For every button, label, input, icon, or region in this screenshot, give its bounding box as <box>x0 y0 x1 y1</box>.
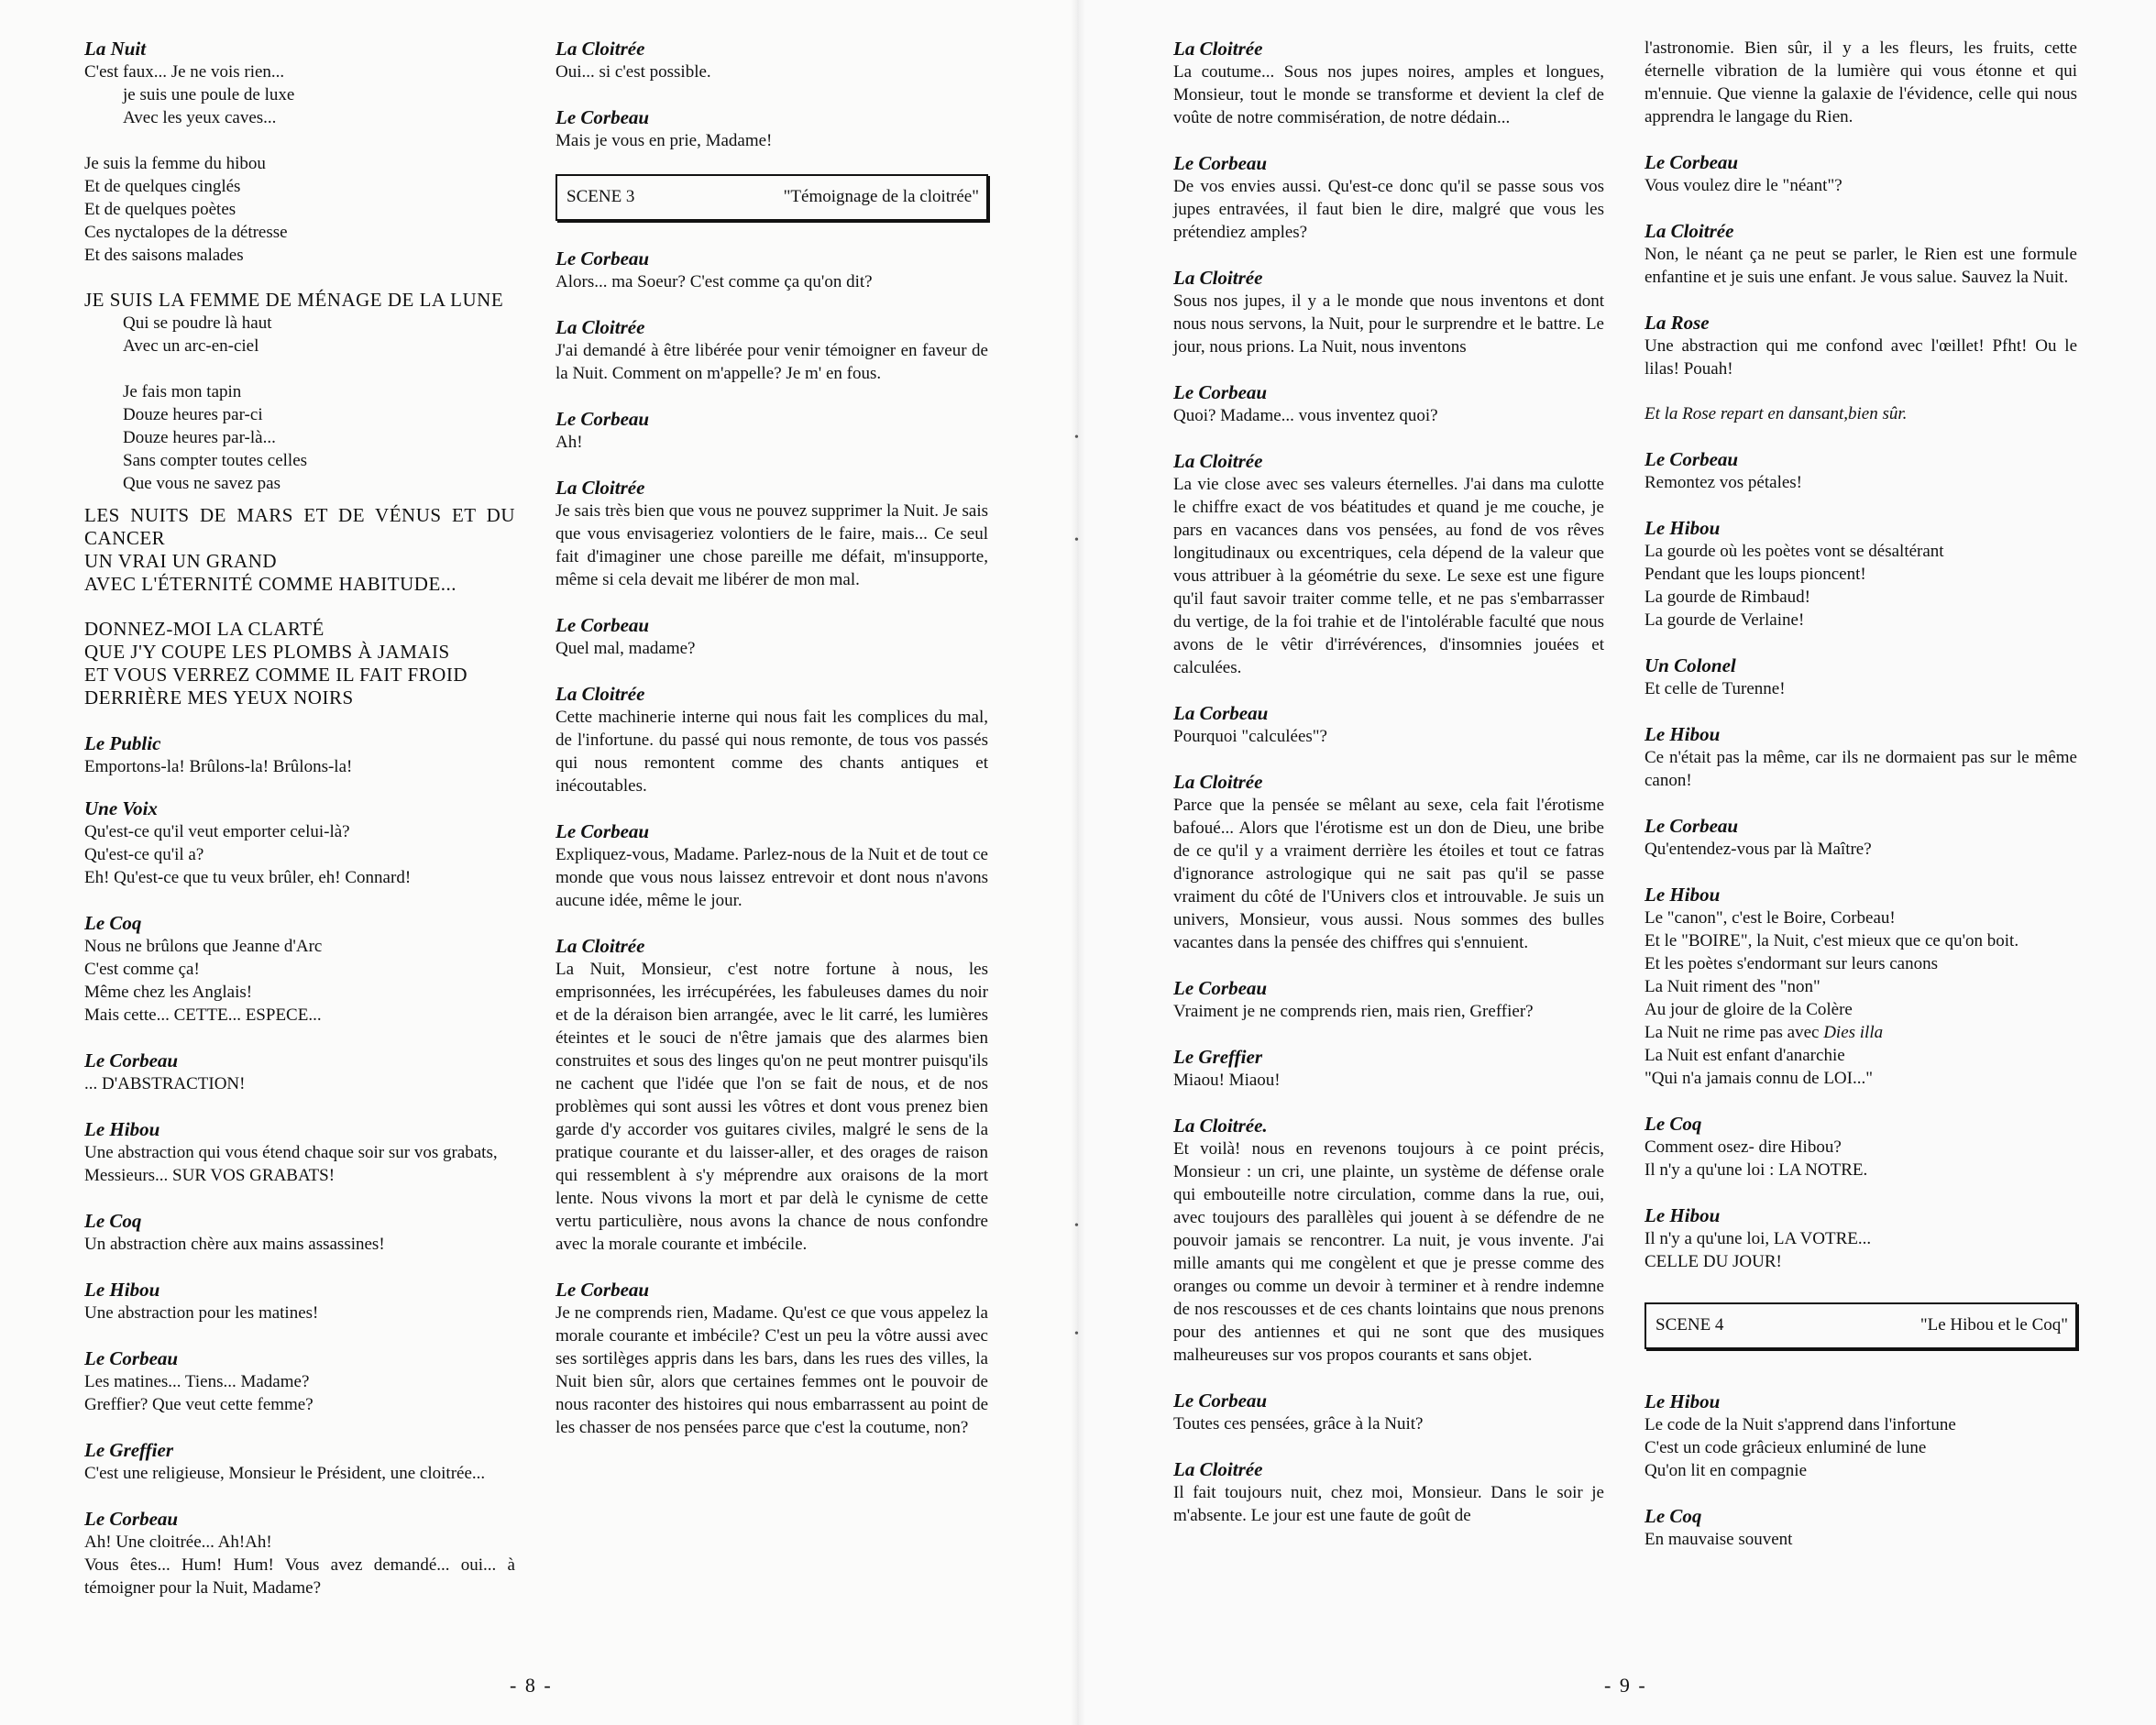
dialogue-block <box>1173 380 1604 427</box>
speaker-name: La Cloitrée <box>556 316 645 338</box>
dialogue-block <box>84 797 515 889</box>
speaker-name: La Cloitrée <box>556 683 645 705</box>
verse-line: Je suis la femme du hibou <box>84 154 266 173</box>
speaker-name: Le Corbeau <box>1644 448 1739 470</box>
dialogue-text: Je ne comprends rien, Madame. Qu'est ce que vous appelez la morale courante et imbécile? C'est un peu la vôtre aussi avec ses sortilèges appris dans les bars, dans les rues des villes, la Nuit bien sûr, alors que certaines femmes ont le pouvoir de nous raconter des histoires qui nous embarrassent au point de les chasser de nos pensées parce que c'est la coutume, non? <box>556 1303 988 1437</box>
verse-line: Je fais mon tapin <box>123 382 242 401</box>
dialogue-line: Vous voulez dire le "néant"? <box>1644 176 1842 195</box>
speaker-name: Un Colonel <box>1644 654 1736 676</box>
caps-verse: AVEC L'ÉTERNITÉ COMME HABITUDE... <box>84 573 457 595</box>
dialogue-line: Greffier? Que veut cette femme? <box>84 1395 314 1414</box>
verse-line: Et des saisons malades <box>84 246 244 265</box>
dialogue-block <box>1173 266 1604 358</box>
dialogue-line <box>1644 1021 2077 1044</box>
book-gutter <box>1071 0 1085 1725</box>
speaker-name: La Cloitrée <box>1173 267 1263 289</box>
speaker-name: Le Hibou <box>1644 884 1721 906</box>
dialogue-block <box>1644 311 2077 380</box>
dialogue-text: Alors... ma Soeur? C'est comme ça qu'on dit? <box>556 272 873 291</box>
dialogue-line: C'est une religieuse, Monsieur le Président, une cloitrée... <box>84 1464 486 1483</box>
stage-direction: Et la Rose repart en dansant,bien sûr. <box>1644 404 1908 423</box>
dialogue-text: Oui... si c'est possible. <box>556 62 711 82</box>
verse-line: Et de quelques poètes <box>84 200 236 219</box>
speaker-name: Le Public <box>84 732 161 754</box>
dialogue-line: Qu'est-ce qu'il veut emporter celui-là? <box>84 822 350 841</box>
dialogue-block <box>84 1117 515 1187</box>
speaker-name: Le Greffier <box>84 1439 173 1461</box>
dialogue-line: Mais cette... CETTE... ESPECE... <box>84 1005 322 1025</box>
dialogue-line: Nous ne brûlons que Jeanne d'Arc <box>84 937 323 956</box>
dialogue-line: Le code de la Nuit s'apprend dans l'infortune <box>1644 1415 1956 1434</box>
dialogue-line: La Nuit est enfant d'anarchie <box>1644 1046 1845 1065</box>
speaker-name: Le Hibou <box>1644 1390 1721 1412</box>
dialogue-text: La Nuit, Monsieur, c'est notre fortune à nous, les emprisonnées, les irrécupérées, les fabuleuses dames du noir et de la déraison bien arrangée, avec le lit carré, les lumières éteintes et le souci de n'être jamais que des alarmes bien construites et sous des linges qu'on ne peut montrer puisqu'ils ne cachent que l'idée que l'on se fait de nous, et de nos problèmes qui sont aussi les vôtres et dont vous prenez bien garde d'y accorder vos guitares civiles, malgré le sens de la pratique courante et du laisser-aller, et des orages de raison qui ressemblent à s'y méprendre aux oraisons de la mort lente. Nous vivons la mort et par delà le cynisme de cette vertu particulière, nous avons la chance de nous confondre avec la morale courante et imbécile. <box>556 960 988 1254</box>
dialogue-line: Qu'est-ce qu'il a? <box>84 845 204 864</box>
speaker-name: Le Corbeau <box>1173 152 1268 174</box>
verse-line: C'est faux... Je ne vois rien... <box>84 62 285 82</box>
dialogue-block <box>1173 1045 1604 1092</box>
speaker-name: La Cloitrée <box>556 38 645 60</box>
verse-group <box>84 380 515 495</box>
dialogue-line: Le "canon", c'est le Boire, Corbeau! <box>1644 908 1896 928</box>
dialogue-block <box>1173 37 1604 129</box>
dialogue-block <box>1644 516 2077 632</box>
verse-line: je suis une poule de luxe <box>123 85 295 104</box>
speaker-name: Le Corbeau <box>84 1347 179 1369</box>
dialogue-block <box>1173 976 1604 1023</box>
speaker-name: La Cloitrée <box>1173 38 1263 60</box>
speaker-name: Une Voix <box>84 797 158 819</box>
dialogue-block <box>84 1507 515 1599</box>
dialogue-line: Et celle de Turenne! <box>1644 679 1786 698</box>
verse-group <box>84 152 515 267</box>
dialogue-block <box>1644 1203 2077 1273</box>
rime-text: La Nuit ne rime pas avec <box>1644 1023 1824 1042</box>
dialogue-block <box>1173 1114 1604 1367</box>
scene-title: "Témoignage de la cloitrée" <box>783 187 979 206</box>
speaker-name: Le Hibou <box>1644 1204 1721 1226</box>
verse-line: Sans compter toutes celles <box>123 451 308 470</box>
caps-verse: ET VOUS VERREZ COMME IL FAIT FROID <box>84 664 468 686</box>
speaker-name: La Cloitrée <box>556 477 645 499</box>
dialogue-text: Sous nos jupes, il y a le monde que nous inventons et dont nous nous servons, la Nuit, pour le surprendre et le battre. Le jour, nous prions. La Nuit, nous inventons <box>1173 291 1604 357</box>
speaker-name: Le Corbeau <box>84 1508 179 1530</box>
speaker-name: La Nuit <box>84 38 147 60</box>
dialogue-text: Quoi? Madame... vous inventez quoi? <box>1173 406 1438 425</box>
dialogue-block <box>556 613 988 660</box>
dialogue-block <box>1644 1504 2077 1551</box>
verse-line: Douze heures par-là... <box>123 428 276 447</box>
dialogue-text: Expliquez-vous, Madame. Parlez-nous de la Nuit et de tout ce monde que vous nous laissez entrevoir et dont nous n'avons aucune idée, même le jour. <box>556 845 988 910</box>
dialogue-line: Vous êtes... Hum! Hum! Vous avez demandé... oui... à témoigner pour la Nuit, Madame? <box>84 1555 515 1598</box>
caps-verse: UN VRAI UN GRAND <box>84 550 278 572</box>
dialogue-block <box>1644 1112 2077 1181</box>
gutter-dot: • <box>1074 1327 1079 1341</box>
dialogue-line: Comment osez- dire Hibou? <box>1644 1137 1842 1157</box>
scene-heading-box <box>1644 1302 2077 1349</box>
dialogue-block <box>1644 722 2077 792</box>
dialogue-line: "Qui n'a jamais connu de LOI..." <box>1644 1069 1873 1088</box>
column-3 <box>1173 37 1604 1549</box>
speaker-name: Le Hibou <box>1644 723 1721 745</box>
dialogue-block <box>84 1438 515 1485</box>
dialogue-block <box>556 407 988 454</box>
dialogue-block <box>1173 1457 1604 1527</box>
speaker-name: La Cloitrée <box>1644 220 1734 242</box>
verse-line: Et de quelques cinglés <box>84 177 241 196</box>
latin-phrase: Dies illa <box>1823 1023 1884 1042</box>
continued-text: l'astronomie. Bien sûr, il y a les fleurs, les fruits, cette éternelle vibration de la lumière qui vous étonne et qui m'ennuie. Que vienne la galaxie de l'évidence, celle qui nous apprendra le langage du Rien. <box>1644 38 2077 126</box>
dialogue-text: Il fait toujours nuit, chez moi, Monsieur. Dans le soir je m'absente. Le jour est une faute de goût de <box>1173 1483 1604 1525</box>
dialogue-line: CELLE DU JOUR! <box>1644 1252 1782 1271</box>
dialogue-block <box>84 1209 515 1256</box>
verse-line: Avec un arc-en-ciel <box>123 336 259 356</box>
speaker-name: Le Corbeau <box>556 820 650 842</box>
dialogue-block <box>556 682 988 797</box>
dialogue-line: Une abstraction qui vous étend chaque soir sur vos grabats, <box>84 1143 498 1162</box>
speaker-name: Le Coq <box>1644 1113 1702 1135</box>
dialogue-text: La vie close avec ses valeurs éternelles. J'ai dans ma culotte le chiffre exact de vos béatitudes et quand je me couche, je pars en vacances dans vos pensées, au fond de vos rêves longitudinaux ou excentriques, cela dépend de la valeur que vous attribuer à la géométrie du sexe. Le sexe est une figure qu'il faut savoir traiter comme telle, et ne pas s'embarrasser du vertige, de la foi trahie et de l'intolérable faculté que nous avons de le vêtir d'irrévérences, d'insomnies jouées et calculées. <box>1173 475 1604 677</box>
dialogue-block <box>556 476 988 591</box>
dialogue-text: Cette machinerie interne qui nous fait les complices du mal, de l'infortune. du passé qui nous remonte, de tous vos passés qui nous remontent comme des chants antiques et inécoutables. <box>556 708 988 796</box>
page-number-left: - 8 - <box>510 1674 553 1697</box>
dialogue-block <box>1644 883 2077 1090</box>
speaker-name: Le Corbeau <box>84 1049 179 1071</box>
speaker-name: Le Corbeau <box>556 614 650 636</box>
dialogue-text: Et voilà! nous en revenons toujours à ce point précis, Monsieur : un cri, une plainte, un système de défense orale qui embouteille notre circulation, comme dans la rue, oui, avec toujours des parallèles qui jouent à se défendre de ne pouvoir jamais se rencontrer. La nuit, je vous invente. J'ai mille amants qui me congèlent et que je presse comme des oranges ou comme un devoir à terminer et à rendre indemne de nos rescousses et de ces chants lointains que nous prenons pour des antiennes et qui ne sont que des musiques malheureuses sur vos propos courants et sans objet. <box>1173 1139 1604 1365</box>
verse-line: Avec les yeux caves... <box>123 108 277 127</box>
dialogue-block <box>1644 150 2077 197</box>
dialogue-line: Ah! Une cloitrée... Ah!Ah! <box>84 1533 272 1552</box>
dialogue-block <box>84 1346 515 1416</box>
dialogue-line: Non, le néant ça ne peut se parler, le Rien est une formule enfantine et je suis une enfant. Je vous salue. Sauvez la Nuit. <box>1644 245 2077 287</box>
speaker-name: La Cloitrée. <box>1173 1115 1268 1137</box>
dialogue-block <box>556 247 988 293</box>
dialogue-line: Une abstraction pour les matines! <box>84 1303 319 1323</box>
dialogue-line: Au jour de gloire de la Colère <box>1644 1000 1853 1019</box>
dialogue-block <box>556 37 988 83</box>
speaker-name: Le Coq <box>84 912 142 934</box>
dialogue-line: Il n'y a qu'une loi, LA VOTRE... <box>1644 1229 1872 1248</box>
caps-verse: DONNEZ-MOI LA CLARTÉ <box>84 618 324 640</box>
dialogue-line: Il n'y a qu'une loi : LA NOTRE. <box>1644 1160 1868 1180</box>
dialogue-block <box>556 934 988 1256</box>
dialogue-text: Ah! <box>556 433 583 452</box>
dialogue-block <box>84 1049 515 1095</box>
speaker-name: Le Corbeau <box>1173 1390 1268 1412</box>
speaker-name: Le Corbeau <box>1173 977 1268 999</box>
dialogue-block <box>1644 1390 2077 1482</box>
dialogue-block <box>84 731 515 778</box>
speaker-name: Le Corbeau <box>556 1279 650 1301</box>
scene-title: "Le Hibou et le Coq" <box>1920 1315 2068 1335</box>
speaker-name: Le Hibou <box>1644 517 1721 539</box>
scene-number: SCENE 3 <box>566 187 635 206</box>
dialogue-block <box>1644 814 2077 861</box>
dialogue-line: Et les poètes s'endormant sur leurs canons <box>1644 954 1939 973</box>
caps-verse: JE SUIS LA FEMME DE MÉNAGE DE LA LUNE <box>84 289 504 311</box>
verse-line: Qui se poudre là haut <box>123 313 272 333</box>
speaker-name: La Cloitrée <box>1173 771 1263 793</box>
dialogue-line: Remontez vos pétales! <box>1644 473 1803 492</box>
nuit-monologue <box>84 37 515 709</box>
dialogue-block <box>84 911 515 1027</box>
dialogue-line: Qu'entendez-vous par là Maître? <box>1644 840 1872 859</box>
dialogue-text: Vraiment je ne comprends rien, mais rien, Greffier? <box>1173 1002 1534 1021</box>
dialogue-text: Parce que la pensée se mêlant au sexe, cela fait l'érotisme bafoué... Alors que l'érotisme est un don de Dieu, une bribe de ce qu'il y a vraiment derrière les étoiles et tout ce fatras d'ignorance astrologique qui ne sait pas qu'il se passe vraiment du côté de l'Univers clos et introuvable. Je suis un univers, Monsieur, vous aussi. Nous sommes des bulles vacantes dans la pensée des chiffres qui s'ennuient. <box>1173 796 1604 952</box>
column-2 <box>556 37 988 1461</box>
dialogue-block <box>1173 1389 1604 1435</box>
dialogue-text: De vos envies aussi. Qu'est-ce donc qu'il se passe sous vos jupes entravées, il faut bien le dire, malgré que vous les prétendiez amples? <box>1173 177 1604 242</box>
dialogue-text: Quel mal, madame? <box>556 639 696 658</box>
verse-line: Douze heures par-ci <box>123 405 263 424</box>
column-4 <box>1644 37 2077 1573</box>
speaker-name: La Cloitrée <box>1173 1458 1263 1480</box>
dialogue-line: La gourde de Rimbaud! <box>1644 588 1810 607</box>
dialogue-block <box>556 819 988 912</box>
dialogue-block <box>84 1278 515 1324</box>
dialogue-block <box>556 1278 988 1439</box>
dialogue-line: Pendant que les loups pioncent! <box>1644 565 1866 584</box>
dialogue-line: C'est comme ça! <box>84 960 200 979</box>
dialogue-line: Une abstraction qui me confond avec l'œillet! Pfht! Ou le lilas! Pouah! <box>1644 336 2077 379</box>
dialogue-line: Les matines... Tiens... Madame? <box>84 1372 310 1391</box>
dialogue-text: J'ai demandé à être libérée pour venir témoigner en faveur de la Nuit. Comment on m'appelle? Je m' en fous. <box>556 341 988 383</box>
speaker-name: Le Corbeau <box>1644 815 1739 837</box>
dialogue-text: Pourquoi "calculées"? <box>1173 727 1327 746</box>
dialogue-block <box>1644 654 2077 700</box>
dialogue-block <box>1173 770 1604 954</box>
dialogue-line: C'est un code grâcieux enluminé de lune <box>1644 1438 1927 1457</box>
dialogue-block <box>1173 151 1604 244</box>
gutter-dot: • <box>1074 1219 1079 1233</box>
speaker-name: Le Greffier <box>1173 1046 1262 1068</box>
dialogue-block <box>556 315 988 385</box>
dialogue-block <box>1173 701 1604 748</box>
gutter-dot: • <box>1074 431 1079 445</box>
dialogue-block <box>1644 447 2077 494</box>
dialogue-block <box>556 105 988 152</box>
speaker-name: Le Hibou <box>84 1118 160 1140</box>
column-1 <box>84 37 515 1621</box>
dialogue-line: Et le "BOIRE", la Nuit, c'est mieux que ce qu'on boit. <box>1644 931 2019 950</box>
dialogue-line: La gourde où les poètes vont se désaltérant <box>1644 542 1944 561</box>
dialogue-line: Emportons-la! Brûlons-la! Brûlons-la! <box>84 757 353 776</box>
dialogue-text: Mais je vous en prie, Madame! <box>556 131 773 150</box>
dialogue-block <box>1173 449 1604 679</box>
dialogue-line: Qu'on lit en compagnie <box>1644 1461 1808 1480</box>
verse-line: Que vous ne savez pas <box>123 474 281 493</box>
dialogue-block <box>1644 219 2077 289</box>
dialogue-line: La Nuit riment des "non" <box>1644 977 1820 996</box>
speaker-name: Le Coq <box>1644 1505 1702 1527</box>
caps-group <box>84 618 515 709</box>
speaker-name: Le Corbeau <box>556 106 650 128</box>
caps-verse: DERRIÈRE MES YEUX NOIRS <box>84 687 354 709</box>
speaker-name: Le Corbeau <box>556 247 650 269</box>
speaker-name: Le Corbeau <box>1173 381 1268 403</box>
dialogue-line: Un abstraction chère aux mains assassines! <box>84 1235 385 1254</box>
caps-verse: QUE J'Y COUPE LES PLOMBS À JAMAIS <box>84 641 450 663</box>
caps-verse: LES NUITS DE MARS ET DE VÉNUS ET DU CANCER <box>84 504 515 549</box>
dialogue-text: La coutume... Sous nos jupes noires, amples et longues, Monsieur, tout le monde se transforme et devient la clef de voûte de notre commisération, de notre dédain... <box>1173 62 1604 127</box>
speaker-name: Le Corbeau <box>1644 151 1739 173</box>
speaker-name: Le Coq <box>84 1210 142 1232</box>
dialogue-text: Je sais très bien que vous ne pouvez supprimer la Nuit. Je sais que vous envisageriez volontiers de le faire, mais... Ce seul fait d'imaginer une chose pareille me défait, m'insupporte, même si cela devait me libérer de mon mal. <box>556 501 988 589</box>
speaker-name: La Cloitrée <box>556 935 645 957</box>
verse-group <box>84 312 515 357</box>
dialogue-line: Même chez les Anglais! <box>84 983 253 1002</box>
page-number-right: - 9 - <box>1604 1674 1647 1697</box>
scene-number: SCENE 4 <box>1656 1315 1724 1335</box>
dialogue-line: La gourde de Verlaine! <box>1644 610 1805 630</box>
dialogue-text: Toutes ces pensées, grâce à la Nuit? <box>1173 1414 1424 1434</box>
dialogue-line: Eh! Qu'est-ce que tu veux brûler, eh! Connard! <box>84 868 412 887</box>
speaker-name: La Cloitrée <box>1173 450 1263 472</box>
verse-line: Ces nyctalopes de la détresse <box>84 223 288 242</box>
speaker-name: La Corbeau <box>1173 702 1269 724</box>
gutter-dot: • <box>1074 533 1079 547</box>
dialogue-text: Miaou! Miaou! <box>1173 1071 1281 1090</box>
dialogue-line: Ce n'était pas la même, car ils ne dormaient pas sur le même canon! <box>1644 748 2077 790</box>
verse-group <box>84 83 515 129</box>
speaker-name: Le Corbeau <box>556 408 650 430</box>
dialogue-line: ... D'ABSTRACTION! <box>84 1074 246 1093</box>
dialogue-line: En mauvaise souvent <box>1644 1530 1793 1549</box>
speaker-name: Le Hibou <box>84 1279 160 1301</box>
scene-heading-box <box>556 174 988 221</box>
dialogue-line: Messieurs... SUR VOS GRABATS! <box>84 1166 336 1185</box>
speaker-name: La Rose <box>1644 312 1710 334</box>
